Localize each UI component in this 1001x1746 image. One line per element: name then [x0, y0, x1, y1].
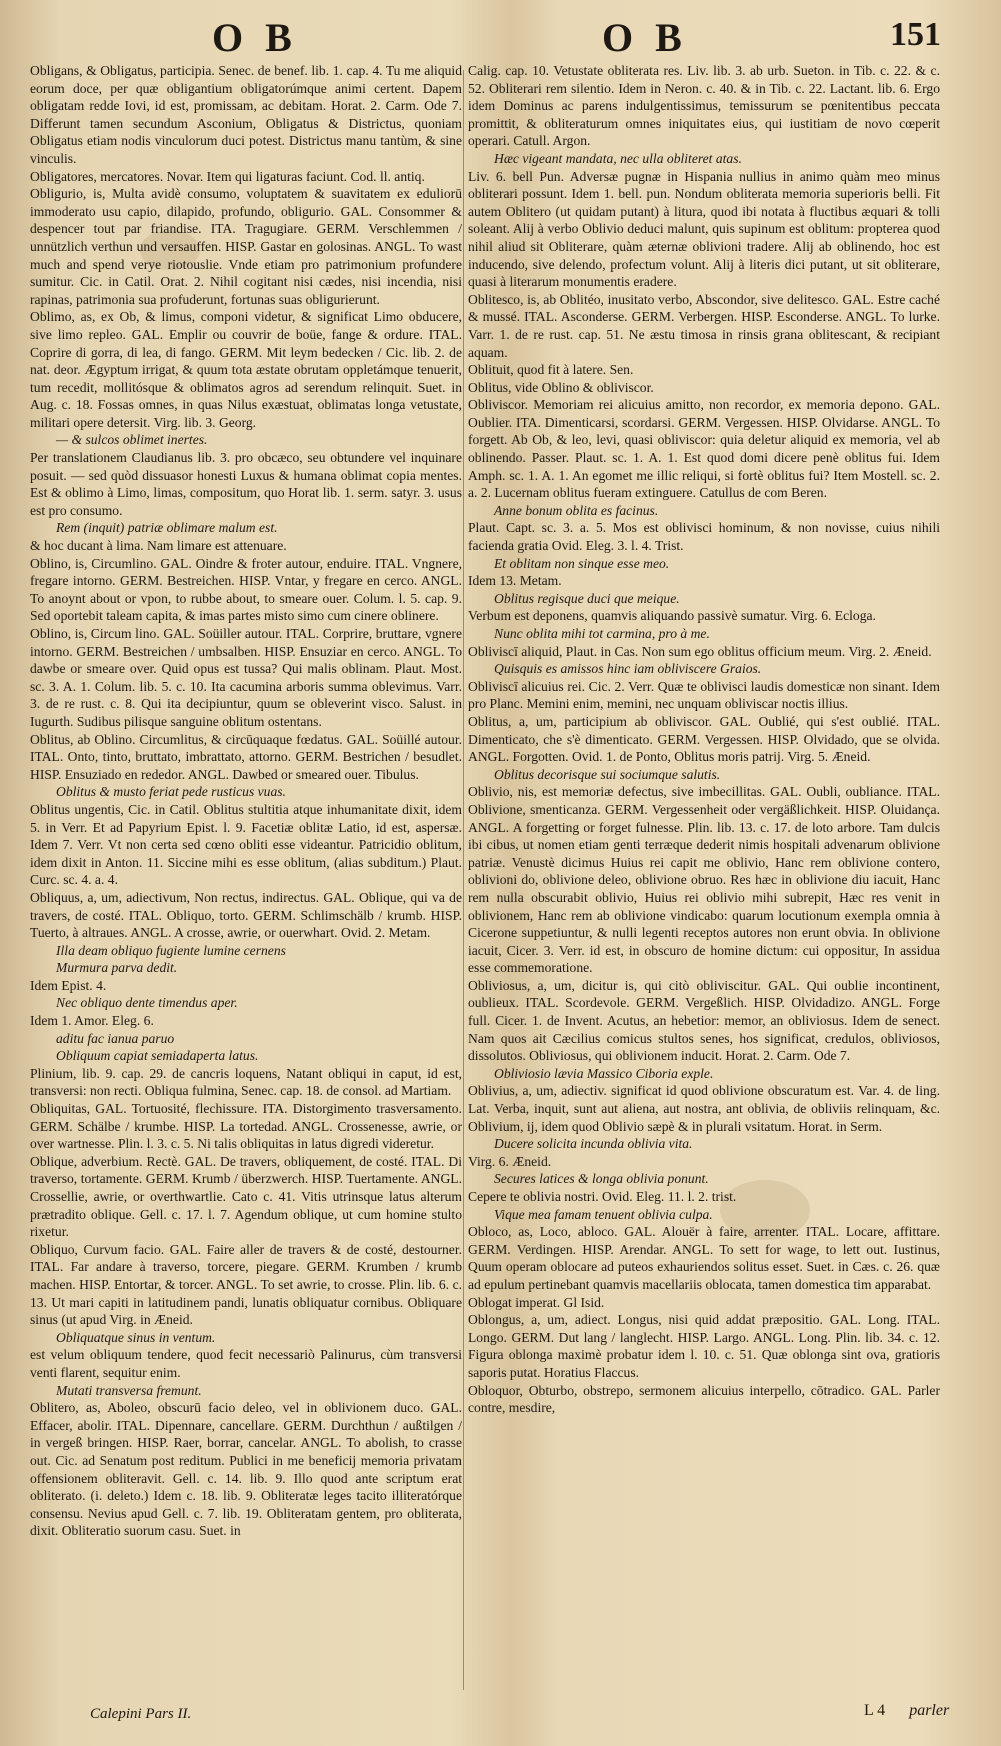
entry-oblimo-translation: Per translationem Claudianus lib. 3. pro obcæco, seu obtundere vel inquinare posuit. — sed quòd dissuasor honesti Luxus & humana oblimat copia mentes. Est & oblimo à Limo, limas, compositum, quo Horat lib. 1. serm. satyr. 3. usus est pro consumo.	[30, 450, 462, 518]
entry-obligurio: Obligurio, is, Multa avidè consumo, voluptatem & suavitatem ex eduliorū immoderato usu capio, dilapido, profundo, obligurio. GAL. Consommer & despencer tout par friandise. ITA. Tragugiare. GERM. Verschlemmen / unnützlich verthun und versauffen. HISP. Gastar en golosinas. ANGL. To wast much and spend verye riotouslie. Vnde etiam pro patrimonium profundere sumitur. Cic. in Catil. Orat. 2. Nihil cogitant nisi cædes, nisi incendia, nisi rapinas, patrimonia sua profuderunt, fortunas suas obligurierunt.	[30, 186, 462, 307]
entry-citation: Idem 1. Amor. Eleg. 6.	[30, 1013, 154, 1029]
entry-oblituit: Oblituit, quod fit à latere. Sen.	[468, 362, 634, 378]
quotation: Et oblitam non sinque esse meo.	[494, 555, 670, 571]
entry-oblitus-participium: Oblitus, a, um, participium ab obliviscor. GAL. Oublié, qui s'est oublié. ITAL. Dimenticato, che s'è dimenticato. GERM. Vergessen. HISP. Olvidado, que se olvida. ANGL. Forgotten. Ovid. 1. de Ponto, Oblitus moris patrij. Virg. 5. Æneid.	[468, 713, 940, 765]
quotation: Obliquum capiat semiadaperta latus.	[56, 1048, 259, 1064]
entry-oblino: Oblino, is, Circumlino. GAL. Oindre & froter autour, enduire. ITAL. Vngnere, fregare intorno. GERM. Bestreichen. HISP. Vntar, y fregare en cerco. ANGL. To anoynt about or vpon, to rubbe about, to smeare ouer. Colum. l. 5. cap. 9. Sed oportebit taleam capita, & imas partes misto simo cum cinere oblinere.	[30, 555, 462, 624]
quotation: Obliviosio lævia Massico Ciboria exple.	[494, 1065, 714, 1081]
entry-oblogat: Oblogat imperat. Gl Isid.	[468, 1294, 605, 1310]
quotation: Illa deam obliquo fugiente lumine cernens	[56, 942, 286, 958]
right-column	[460, 62, 940, 1702]
entry-obliquus: Obliquus, a, um, adiectivum, Non rectus, indirectus. GAL. Oblique, qui va de travers, de costé. ITAL. Obliquo, torto. GERM. Schlimschälb / krumb. HISP. Tuerto, à altraues. ANGL. A crosse, awrie, or ouerwhart. Ovid. 2. Metam.	[30, 889, 462, 941]
entry-obliquitas: Obliquitas, GAL. Tortuosité, flechissure. ITA. Distorgimento trasversamento. GERM. Schälbe / krumbe. HISP. La tortedad. ANGL. Crossenesse, awrie, or over wartnesse. Plin. l. 3. c. 5. Ni talis obliquitas in latus digredi videretur.	[30, 1101, 462, 1152]
quotation: — & sulcos oblimet inertes.	[56, 432, 208, 448]
right-running-head: O B	[602, 15, 688, 60]
entry-obliviosus: Obliviosus, a, um, dicitur is, qui citò obliviscitur. GAL. Qui oublie incontinent, oublieux. ITAL. Scordevole. GERM. Vergeßlich. HISP. Olvidadizo. ANGL. Forge full. Cicer. 1. de Invent. Acutus, an hebetior: memor, an obliviosus. Idem de senect. Nam quos ait Cæcilius comicus stultos senes, hos significat, credulos, obliviosos, dissolutos. Obliviosus, qui oblivionem inducit. Horat. 2. Carm. Ode 7.	[468, 977, 940, 1064]
entry-citation: Virg. 6. Æneid.	[468, 1153, 552, 1169]
entry-oblivisci-aliquid: Obliviscī aliquid, Plaut. in Cas. Non sum ego oblitus officium meum. Virg. 2. Æneid.	[468, 643, 932, 659]
entry-obloquor: Obloquor, Obturbo, obstrepo, sermonem alicuius interpello, cōtradico. GAL. Parler contre, mesdire,	[468, 1382, 940, 1416]
entry-plinium: Plinium, lib. 9. cap. 29. de cancris loquens, Natant obliqui in caput, id est, transversi: non recti. Obliqua fulmina, Senec. cap. 18. de consol. ad Martiam.	[30, 1065, 462, 1099]
entry-oblique: Oblique, adverbium. Rectè. GAL. De travers, obliquement, de costé. ITAL. Di traverso, tortamente. GERM. Krumb / überzwerch. HISP. Tuertamente. ANGL. Crossellie, awrie, or overthwartlie. Cato c. 41. Vitis utrinsque latus alterum prætradito oblique. Gell. c. 17. l. 7. Agendum oblique, ut cum homine stulto rixetur.	[30, 1153, 462, 1240]
quotation: Vique mea famam tenuent oblivia culpa.	[494, 1206, 713, 1222]
quotation: Secures latices & longa oblivia ponunt.	[494, 1171, 709, 1187]
quotation: Rem (inquit) patriæ oblimare malum est.	[56, 520, 278, 536]
quotation: Ducere solicita incunda oblivia vita.	[494, 1136, 693, 1152]
catchword: parler	[909, 1702, 950, 1719]
quotation: Hæc vigeant mandata, nec ulla obliteret atas.	[494, 150, 742, 166]
quotation: Obliquatque sinus in ventum.	[56, 1329, 216, 1345]
quotation: Nunc oblita mihi tot carmina, pro à me.	[494, 626, 710, 641]
entry-calig: Calig. cap. 10. Vetustate obliterata res. Liv. lib. 3. ab urb. Sueton. in Tib. c. 22. & c. 52. Obliterari rem silentio. Idem in Neron. c. 40. & in Tib. c. 22. Lactant. lib. 6. Ergo idem Dominus ac parens indulgentissimus, temissurum se pœnitentibus peccata promittit, & obliteraturum omnes iniquitates eius, qui iustitiam de novo cœperit operari. Catull. Argon.	[468, 63, 940, 149]
entry-oblivio: Oblivio, nis, est memoriæ defectus, sive imbecillitas. GAL. Oubli, oubliance. ITAL. Oblivione, smenticanza. GERM. Vergessenheit oder vergäßlichkeit. HISP. Oluidança. ANGL. A forgetting or forget fulnesse. Plin. lib. 13. c. 17. de loto arbore. Tam dulcis ibi cibus, ut nomen etiam genti terræque dederit nimis hospitali advenarum oblivione patriæ. Venustè dicimus Huius rei capit me oblivio, Hanc rem oblivione contero, oblivioni do, oblivione deleo, oblivione obruo. Res hæc in oblivione diu iacuit, Hanc rem nulla obscurabit oblivio, Huius rei oblivio mihi subrepit, Hæc res venit in oblivionem, Hanc rem ab oblivione vindicabo: quarum locutionum exempla omnia à Cicerone suppetiuntur, & nulli legenti receptos autores non erunt obvia. In oblivione iacuit, Cicer. 3. Verr. id est, in obscuro de homine dictum: cui oppositur, In assidua esse commemoratione.	[468, 784, 940, 976]
entry-obliquo: Obliquo, Curvum facio. GAL. Faire aller de travers & de costé, destourner. ITAL. Far andare à traverso, torcere, piegare. GERM. Krumben / krumb machen. HISP. Entortar, & torcer. ANGL. To set awrie, to crosse. Plin. lib. 6. c. 13. Ut mari capiti in latitudinem pandi, lunatis obliquatur cornibus. Obliquare sinus (ut apud Virg. in Æneid.	[30, 1241, 462, 1328]
entry-oblitus-vide: Oblitus, vide Oblino & obliviscor.	[468, 379, 654, 395]
quotation: Anne bonum oblita es facinus.	[494, 502, 659, 518]
left-column	[30, 62, 462, 1702]
entry-liv: Liv. 6. bell Pun. Adversæ pugnæ in Hispania nullius in animo quàm meo minus obliterari possunt. Idem 1. bell. pun. Nondum obliterata memoria superioris belli. Fit autem Oblitero (ut quidam putant) à litura, quod ibi notata à fluctibus æquari & tolli soleant. Alij à verbo Oblivio deduci malunt, quis supinum est oblitum: propterea quod nihil aliud sit Obliterare, quàm æternæ oblivioni tradere. Alij ab oblinendo, hoc est inducendo, sive delendo, profectum volunt. Alij à literis dici putant, ut sit obliterare, quasi à literarum monumentis eradere.	[468, 168, 940, 290]
quotation: Oblitus regisque duci que meique.	[494, 590, 680, 606]
entry-oblitus-ungentis: Oblitus ungentis, Cic. in Catil. Oblitus stultitia atque inhumanitate dixit, idem 5. in Verr. Et ad Papyrium Epist. l. 9. Facetiæ oblitæ Latio, id est, aspersæ. Idem 7. Verr. Vt non certa sed cœno obliti esse videantur. Patricidio oblitum, idem dixit in Anton. 11. Siccine mihi es esse oblitum, (alias subditum.) Plaut. Curc. sc. 4. a. 4.	[30, 801, 462, 888]
entry-lima: & hoc ducant à lima. Nam limare est attenuare.	[30, 538, 287, 554]
entry-oblongus: Oblongus, a, um, adiect. Longus, nisi quid addat præpositio. GAL. Long. ITAL. Longo. GERM. Dut lang / langlecht. HISP. Largo. ANGL. Long. Plin. lib. 34. c. 12. Figura oblonga maximè probatur idem l. 10. c. 51. Quæ oblonga sint ova, gratioris saporis putat. Horatius Flaccus.	[468, 1312, 940, 1380]
page-number: 151	[890, 16, 941, 53]
entry-obligans: Obligans, & Obligatus, participia. Senec. de benef. lib. 1. cap. 4. Tu me aliquid eorum doce, per quæ obligantium obligatorúmque animi certent. Dapem obligatam redde Iovi, id est, promissam, ac debitam. Horat. 2. Carm. Ode 7. Differunt tamen secundum Asconium, Obligatus & Districtus, quoniam Obligatus etiam nodis vinculorum duci potest. Districtus manu tantùm, & sine vinculis.	[30, 63, 462, 166]
entry-cepere: Cepere te oblivia nostri. Ovid. Eleg. 11. l. 2. trist.	[468, 1189, 737, 1204]
left-running-head: O B	[212, 15, 298, 60]
signature-footer: Calepini Pars II.	[90, 1706, 192, 1722]
signature-mark	[864, 1702, 949, 1720]
entry-oblino-2: Oblino, is, Circum lino. GAL. Soüiller autour. ITAL. Corprire, bruttare, vgnere intorno. GERM. Bestreichen / umbsalben. HISP. Ensuziar en cerco. ANGL. To dawbe or smeare over. Quid opus est tussa? Qui malis oblinam. Plaut. Most. sc. 3. A. 1. Colum. lib. 5. c. 10. Ita cacumina arboris summa oblevimus. Varr. 3. de re rust. c. 8. Qui ita decipiuntur, quum se obleverint visco. Salust. in Iugurth. Sudibus pilisque sanguine oblitum ostentans.	[30, 626, 462, 729]
entry-deponens: Verbum est deponens, quamvis aliquando passivè sumatur. Virg. 6. Ecloga.	[468, 608, 876, 624]
quotation: Quisquis es amissos hinc iam obliviscere Graios.	[494, 661, 762, 677]
entry-obloco: Obloco, as, Loco, abloco. GAL. Alouër à faire, arrenter. ITAL. Locare, affittare. GERM. Verdingen. HISP. Arendar. ANGL. To sett for wage, to lett out. Iustinus, Quum operam oblocare ad puteos exhauriendos solitus esset. Suet. in Cæs. c. 26. quæ ad epulum pertinebant quamvis macellariis oblocata, tamen domestica tim apparabat.	[468, 1224, 940, 1292]
signature-mark-text: L 4	[864, 1702, 886, 1719]
entry-oblivius: Oblivius, a, um, adiectiv. significat id quod oblivione obscuratum est. Var. 4. de ling. Lat. Verba, inquit, sunt aut aliena, aut nostra, ant oblivia, de obliviis relinquam, &c. Oblivium, ij, idem quod Oblivio sæpè & in plurali vsitatum. Horat. in Serm.	[468, 1083, 940, 1134]
quotation: Oblitus & musto feriat pede rusticus vuas.	[56, 784, 286, 800]
quotation: Nec obliquo dente timendus aper.	[56, 995, 238, 1011]
entry-oblimo: Oblimo, as, ex Ob, & limus, componi videtur, & significat Limo obducere, sive limo repleo. GAL. Emplir ou couvrir de boüe, fange & ordure. ITAL. Coprire di gorra, di lea, di fango. GERM. Mit leym bedecken / Cic. lib. 2. de nat. deor. Ægyptum irrigat, & quum tota æstate obrutam oppletámque tenuerit, tum recedit, mollitósque & oblimatos agros ad serendum relinquit. Suet. in Aug. c. 18. Fossas omnes, in quas Nilus exæstuat, oblimatas longa vetustate, militari opere detersit. Virg. lib. 3. Georg.	[30, 309, 462, 430]
entry-obligatores: Obligatores, mercatores. Novar. Item qui ligaturas faciunt. Cod. ll. antiq.	[30, 168, 425, 184]
entry-citation: Idem 13. Metam.	[468, 573, 562, 589]
entry-citation: Idem Epist. 4.	[30, 977, 107, 993]
entry-obliviscor: Obliviscor. Memoriam rei alicuius amitto, non recordor, ex memoria depono. GAL. Oublier. ITA. Dimenticarsi, scordarsi. GERM. Vergessen. HISP. Olvidarse. ANGL. To forgett. Ab Ob, & leo, levi, quasi obliviscor: quia deletur aliquid ex memoria, vel ab oblinendo. Passer. Plaut. sc. 1. A. 1. Est quod domi dicere penè oblitus fui. Idem Amph. sc. 1. A. 1. An egomet me illic reliqui, si fortè oblitus fui? Item Mostell. sc. 2. a. 2. Lucernam oblitus fueram extinguere. Catullus de com Beren.	[468, 397, 940, 501]
entry-oblitero: Oblitero, as, Aboleo, obscurū facio deleo, vel in oblivionem duco. GAL. Effacer, abolir. ITAL. Dipennare, cancellare. GERM. Durchthun / außtilgen / in vergeß bringen. HISP. Raer, borrar, cancelar. ANGL. To abolish, to crasse out. Cic. ad Senatum post reditum. Publici in me beneficij memoria privatam offensionem obliteravit. Gell. c. 14. lib. 9. Illo quod ante scriptum erat obliterato. (i. deleto.) Idem c. 18. lib. 9. Obliteratæ leges tacito illiteratórque consensu. Nevius apud Gell. c. 7. lib. 19. Obliteratam gentem, pro obliterata, dixit. Obliteratio suorum casu. Suet. in	[30, 1400, 462, 1539]
quotation: Murmura parva dedit.	[56, 960, 178, 976]
entry-oblitus: Oblitus, ab Oblino. Circumlitus, & circūquaque fœdatus. GAL. Soüillé autour. ITAL. Onto, tinto, bruttato, imbrattato, attorno. GERM. Bestrichen / besudlet. HISP. Ensuziado en rededor. ANGL. Dawbed or smeared ouer. Tibulus.	[30, 731, 462, 782]
entry-oblivisci-rei: Obliviscī alicuius rei. Cic. 2. Verr. Quæ te oblivisci laudis domesticæ non sinant. Idem pro Planc. Memini enim, memini, nec unquam obliviscar noctis illius.	[468, 678, 940, 712]
quotation: aditu fac ianua paruo	[56, 1030, 175, 1046]
quotation: Oblitus decorisque sui sociumque salutis.	[494, 766, 721, 782]
entry-velum: est velum obliquum tendere, quod fecit necessariò Palinurus, cùm transversi venti flarent, sequitur enim.	[30, 1347, 462, 1380]
quotation: Mutati transversa fremunt.	[56, 1382, 202, 1398]
entry-oblitesco: Oblitesco, is, ab Oblitéo, inusitato verbo, Abscondor, sive delitesco. GAL. Estre caché & mussé. ITAL. Asconderse. GERM. Verbergen. HISP. Esconderse. ANGL. To lurke. Varr. 1. de re rust. cap. 51. Ne æstu timosa in rinsis grana oblitescant, & recipiant aquam.	[468, 291, 940, 360]
entry-plaut: Plaut. Capt. sc. 3. a. 5. Mos est oblivisci hominum, & non novisse, cuius nihili facienda gratia Ovid. Eleg. 3. l. 4. Trist.	[468, 520, 940, 554]
